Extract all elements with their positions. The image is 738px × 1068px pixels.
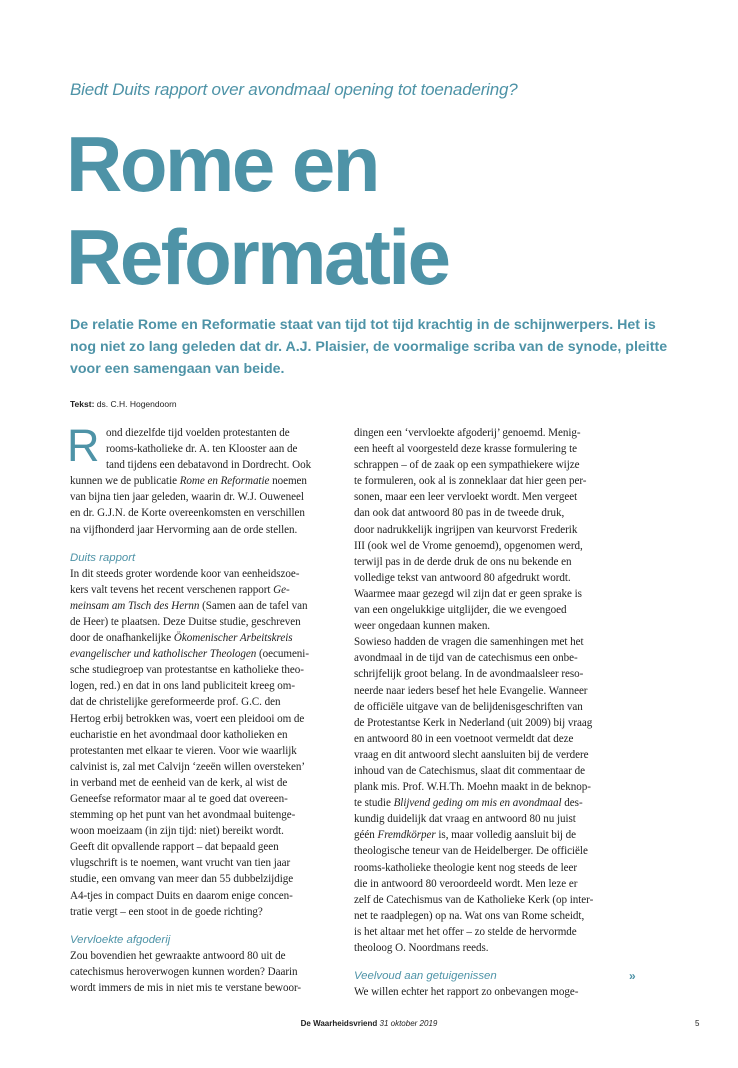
text-line: weer ongedaan kunnen maken. (354, 620, 491, 633)
text-line: stemming op het punt van het avondmaal buitenge- (70, 809, 296, 822)
text-line: kunnen we de publicatie Rome en Reformatie noemen (70, 475, 307, 488)
text-line: wordt immers de mis in niet mis te verstane bewoor- (70, 981, 302, 994)
text-line: inhoud van de Catechismus, slaat dit commentaar de (354, 764, 586, 777)
byline-label: Tekst: (70, 399, 95, 409)
publication-date: 31 oktober 2019 (379, 1019, 438, 1028)
text-line: géén Fremdkörper is, maar volledig aansluit bij de (354, 829, 577, 842)
text-line: te studie Blijvend geding om mis en avondmaal des- (354, 797, 583, 810)
byline-author: ds. C.H. Hogendoorn (96, 399, 177, 409)
text-line: zelf de Catechismus van de Katholieke Kerk (op inter- (354, 893, 594, 906)
article-kicker: Biedt Duits rapport over avondmaal opening tot toenadering? (70, 80, 518, 99)
text-line: de Heer) te plaatsen. Deze Duitse studie, geschreven (70, 615, 301, 628)
text-line: eucharistie en het avondmaal door katholieken en (70, 728, 288, 741)
text-line: net te raadplegen) op na. Wat ons van Rome scheidt, (354, 909, 585, 922)
book-title: Blijvend geding om mis en avondmaal (393, 797, 562, 810)
text-line: rooms-katholieke theologie kent nog steeds de leer (354, 861, 578, 874)
continue-arrows-icon: » (629, 969, 636, 983)
text-line: woon moeizaam (in zijn tijd: niet) bereikt wordt. (70, 825, 284, 838)
text-line: tand tijdens een debatavond in Dordrecht. Ook (106, 459, 312, 472)
text-line: plank mis. Prof. W.H.Th. Moehn maakt in de beknop- (354, 781, 591, 794)
text-line: logen, red.) en dat in ons land publiciteit kreeg om- (70, 680, 296, 693)
text-line: te formuleren, ook al is zonneklaar dat hier geen per- (354, 475, 587, 488)
text-line: een heeft al voorgesteld deze krasse formulering te (354, 443, 578, 456)
text-line: A4-tjes in compact Duits en daarom enige concen- (70, 889, 293, 902)
text-line: kers valt tevens het recent verschenen rapport Ge- (70, 583, 290, 596)
text-line: kundig duidelijk dat vraag en antwoord 80 nu juist (354, 813, 576, 826)
text-line: de Protestantse Kerk in Nederland (uit 2009) bij vraag (354, 716, 593, 729)
text-line: vraag en dit antwoord slecht aansluiten bij de verdere (354, 748, 589, 761)
text-line: In dit steeds groter wordende koor van eenheidszoe- (70, 567, 300, 580)
text-line: studie, een omvang van meer dan 55 dubbelzijdige (70, 873, 294, 886)
text-line: schrijfelijk groot belang. In de avondmaalsleer reso- (354, 668, 584, 681)
text-line: protestanten met elkaar te vieren. Voor wie waarlijk (70, 744, 297, 757)
text-line: Waarmee maar gezegd wil zijn dat er geen sprake is (354, 587, 582, 600)
text-line: dingen een ‘vervloekte afgoderij’ genoemd. Menig- (354, 427, 581, 439)
text-line: calvinist is, zal met Calvijn ‘zeeën willen oversteken’ (70, 760, 306, 773)
title-line-2: Reformatie (66, 213, 449, 301)
text-line: catechismus heroverwogen kunnen worden? Daarin (70, 965, 298, 978)
text-line: dat de christelijke gereformeerde prof. G.C. den (70, 696, 281, 709)
subheading-duits-rapport: Duits rapport (70, 551, 136, 564)
text-line: de officiële uitgave van de belijdenisgeschriften van (354, 700, 583, 713)
title-line-1: Rome en (66, 120, 378, 208)
byline (70, 399, 177, 409)
text-line: door nadrukkelijk ingrijpen van keurvorst Frederik (354, 523, 578, 536)
right-column (354, 425, 628, 1000)
text-line: evangelischer und katholischer Theologen (oecumeni- (70, 648, 309, 661)
page-number: 5 (695, 1019, 700, 1028)
text-line: door de onafhankelijke Ökomenischer Arbeitskreis (70, 632, 293, 645)
text-line: vlugschrift is te noemen, want vrucht van tien jaar (70, 857, 291, 870)
text-line: Sowieso hadden de vragen die samenhingen met het (354, 636, 584, 649)
text-line: in verband met de eenheid van de kerk, al wist de (70, 776, 288, 789)
text-line: neerde naar ieders besef het hele Evangelie. Wanneer (354, 684, 588, 697)
text-line: sonen, maar een leer vervloekt wordt. Men vergeet (354, 491, 578, 504)
text-line: is het altaar met het offer – zo stelde de hervormde (354, 925, 577, 938)
drop-cap: R (67, 420, 100, 471)
text-line: schrappen – of de zaak op een sympathiekere wijze (354, 459, 580, 472)
text-line: Hertog erbij betrokken was, voert een pleidooi om de (70, 712, 305, 725)
text-line: tratie vergt – een stoot in de goede richting? (70, 905, 263, 918)
text-line: avondmaal in de tijd van de catechismus een onbe- (354, 652, 578, 665)
text-line: sche studiegroep van protestantse en katholieke theo- (70, 664, 304, 677)
text-line: Geneefse reformator maar al te goed dat overeen- (70, 792, 288, 805)
text-line: terwijl pas in de derde druk de ons nu bekende en (354, 555, 572, 568)
subheading-vervloekte-afgoderij: Vervloekte afgoderij (70, 933, 171, 946)
text-line: van bijna tien jaar geleden, waarin dr. W.J. Ouweneel (70, 491, 304, 504)
text-line: na vijfhonderd jaar Hervorming aan de orde stellen. (70, 523, 298, 536)
article-title (66, 118, 706, 304)
page-footer (0, 1019, 738, 1028)
text-line: en antwoord 80 in een voetnoot vermeldt dat deze (354, 732, 574, 745)
book-title: Rome en Reformatie (179, 475, 270, 488)
text-line: meinsam am Tisch des Hernn (Samen aan de tafel van (70, 599, 308, 612)
article-intro: De relatie Rome en Reformatie staat van tijd tot tijd krachtig in de schijnwerpers. Het is nog niet zo lang geleden dat dr. A.J. Plaisier, de voormalige scriba van de synode, pleitte voor een samengaan van beide. (70, 317, 668, 377)
text-line: ond diezelfde tijd voelden protestanten de (106, 427, 290, 439)
publication-name: De Waarheidsvriend (300, 1019, 378, 1028)
text-line: Zou bovendien het gewraakte antwoord 80 uit de (70, 949, 286, 962)
text-line: theologische teneur van de Heidelberger. De officiële (354, 845, 588, 858)
text-line: We willen echter het rapport zo onbevangen moge- (354, 986, 579, 999)
text-line: theoloog O. Noordmans reeds. (354, 942, 489, 954)
text-line: rooms-katholieke dr. A. ten Klooster aan de (106, 443, 298, 456)
text-line: Geeft dit opvallende rapport – dat bepaald geen (70, 841, 279, 854)
text-line: volledige tekst van antwoord 80 afgedrukt wordt. (354, 571, 571, 584)
left-column (67, 420, 342, 996)
text-line: dan ook dat antwoord 80 pas in de tweede druk, (354, 507, 565, 520)
text-line: die in antwoord 80 veroordeeld wordt. Men leze er (354, 877, 578, 890)
text-line: III (ook wel de Vrome genoemd), opgenomen werd, (354, 539, 583, 552)
text-line: van een ongelukkige uitglijder, die we evengoed (354, 604, 567, 617)
text-line: en dr. G.J.N. de Korte overeenkomsten en verschillen (70, 507, 305, 520)
subheading-veelvoud-aan-getuigenissen: Veelvoud aan getuigenissen (354, 970, 497, 983)
